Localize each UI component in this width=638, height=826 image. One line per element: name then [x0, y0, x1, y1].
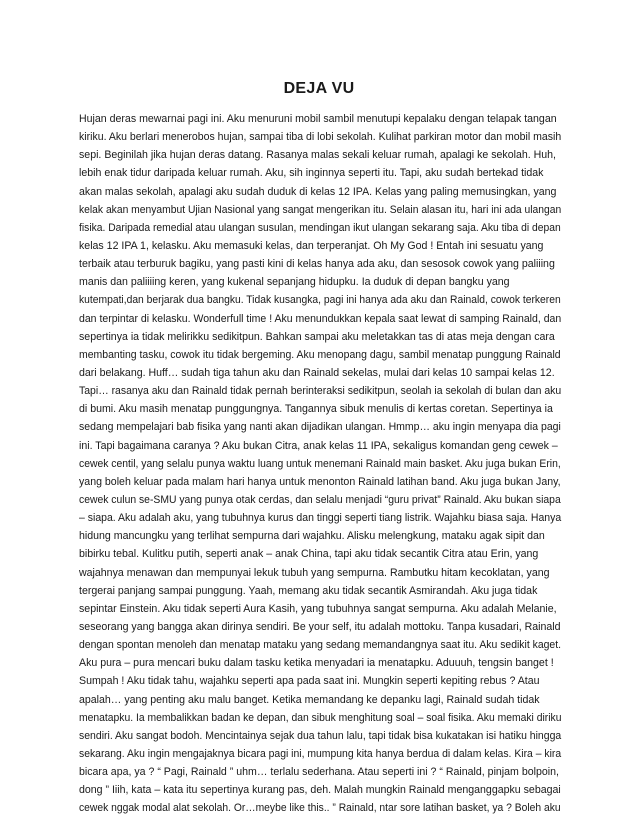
text-line: manis dan paliiiing keren, yang kukenal sepanjang hidupku. Ia duduk di depan bangku yang: [79, 276, 510, 289]
text-line: Sumpah ! Aku tidak tahu, wajahku seperti apa pada saat ini. Mungkin seperti kepiting rebus ? Atau: [79, 675, 540, 688]
text-line: seseorang yang bangga akan dirinya sendiri. Be your self, itu adalah mottoku. Tanpa kusadari, Rainald: [79, 620, 561, 633]
text-line: Tapi… rasanya aku dan Rainald tidak pernah berinteraksi sedikitpun, seolah ia sekolah di bulan dan aku: [79, 385, 562, 398]
text-line: apalah… yang penting aku malu banget. Ketika memandang ke depanku lagi, Rainald sudah tidak: [79, 693, 540, 706]
text-line: dan terpintar di kelasku. Wonderfull time ! Aku menundukkan kepala saat lewat di samping Rainald, dan: [79, 312, 562, 325]
text-line: fisika. Daripada remedial atau ulangan susulan, mendingan ikut ulangan sekarang saja. Aku tiba di depan: [79, 221, 561, 234]
text-line: sepi. Beginilah jika hujan deras datang. Rasanya malas sekali keluar rumah, apalagi ke sekolah. Huh,: [79, 149, 556, 162]
text-line: dengan spontan menoleh dan menatap mataku yang sedang memandangnya saat itu. Aku sedikit kaget.: [79, 639, 562, 652]
text-line: sepintar Einstein. Aku tidak seperti Aura Kasih, yang tubuhnya sangat sempurna. Aku adalah Melanie,: [79, 602, 557, 615]
text-line: sekarang. Aku ingin mengajaknya bicara pagi ini, mumpung kita hanya berdua di dalam kelas. Kira – kira: [79, 747, 562, 760]
text-line: di bumi. Aku masih menatap punggungnya. Tangannya sibuk menulis di kertas coretan. Sepertinya ia: [79, 403, 553, 416]
text-line: wajahnya menawan dan mempunyai lekuk tubuh yang sempurna. Rambutku hitam kecoklatan, yang: [79, 566, 550, 579]
text-line: sepertinya ia tidak melirikku sedikitpun. Bahkan sampai aku meletakkan tas di atas meja dengan cara: [79, 330, 555, 343]
text-line: kelas 12 IPA 1, kelasku. Aku memasuki kelas, dan terperanjat. Oh My God ! Entah ini sesuatu yang: [79, 239, 544, 252]
text-line: terbaik atau terburuk bagiku, yang pasti kini di kelas hanya ada aku, dan sesosok cowok yang paliiing: [79, 258, 555, 271]
text-line: kutempati,dan berjarak dua bangku. Tidak kusangka, pagi ini hanya ada aku dan Rainald, cowok terkeren: [79, 294, 561, 307]
text-line: Aku pura – pura mencari buku dalam tasku ketika menyadari ia menatapku. Aduuuh, tengsin banget !: [79, 657, 554, 670]
text-line: membanting tasku, cowok itu tidak bergeming. Aku menopang dagu, sambil menatap punggung Rainald: [79, 348, 561, 361]
text-line: kelak akan menyambut Ujian Nasional yang sangat mengerikan itu. Selain alasan itu, hari ini ada ulangan: [79, 203, 562, 216]
text-line: cewek nggak modal alat sekolah. Or…meybe like this.. ” Rainald, ntar sore latihan basket, ya ? Boleh aku: [79, 802, 561, 815]
text-line: tergerai panjang sampai punggung. Yaah, memang aku tidak secantik Asmirandah. Aku juga tidak: [79, 584, 538, 597]
text-line: yang boleh keluar pada malam hari hanya untuk menonton Rainald latihan band. Aku juga bukan Jany,: [79, 475, 561, 488]
text-line: dari belakang. Huff… sudah tiga tahun aku dan Rainald sekelas, mulai dari kelas 10 sampai kelas 12.: [79, 366, 555, 379]
text-line: hidung mancungku yang terlihat sempurna dari wajahku. Alisku melengkung, mataku agak sipit dan: [79, 530, 545, 543]
text-line: sendiri. Aku sangat bodoh. Mencintainya sejak dua tahun lalu, tapi tidak bisa kukatakan isi hatiku hingga: [79, 729, 562, 742]
text-line: lebih enak tidur daripada keluar rumah. Aku, sih inginnya seperti itu. Tapi, aku sudah bertekad tidak: [79, 167, 544, 180]
text-line: ini. Tapi bagaimana caranya ? Aku bukan Citra, anak kelas 11 IPA, sekaligus komandan geng cewek –: [79, 439, 558, 452]
text-line: – siapa. Aku adalah aku, yang tubuhnya kurus dan tinggi seperti tiang listrik. Wajahku biasa saja. Hanya: [79, 512, 562, 525]
text-line: Hujan deras mewarnai pagi ini. Aku menuruni mobil sambil menutupi kepalaku dengan telapak tangan: [79, 113, 557, 125]
text-line: cewek centil, yang selalu punya waktu luang untuk menemani Rainald main basket. Aku juga bukan Erin,: [79, 457, 561, 470]
text-line: akan malas sekolah, apalagi aku sudah duduk di kelas 12 IPA. Kelas yang paling memusingkan, yang: [79, 185, 557, 198]
text-line: bicara apa, ya ? “ Pagi, Rainald ” uhm… terlalu sederhana. Atau seperti ini ? “ Rainald, pinjam bolpoin,: [79, 766, 559, 779]
body-paragraph: [79, 110, 561, 817]
document-title: DEJA VU: [283, 80, 355, 97]
text-line: dong ” Iiih, kata – kata itu sepertinya kurang pas, deh. Malah mungkin Rainald menganggapku sebagai: [79, 784, 561, 797]
text-line: sedang mempelajari bab fisika yang nanti akan dijadikan ulangan. Hmmp… aku ingin menyapa dia pagi: [79, 421, 561, 434]
text-line: bibirku tebal. Kulitku putih, seperti anak – anak China, tapi aku tidak secantik Citra atau Erin, yang: [79, 548, 539, 561]
text-line: kiriku. Aku berlari menerobos hujan, sampai tiba di lobi sekolah. Kulihat parkiran motor dan mobil masih: [79, 131, 562, 144]
text-line: cewek culun se-SMU yang punya otak cerdas, dan selalu menjadi “guru privat” Rainald. Aku bukan siapa: [79, 493, 561, 506]
text-line: menatapku. Ia membalikkan badan ke depan, dan sibuk menghitung soal – soal fisika. Aku memaki diriku: [79, 711, 562, 724]
